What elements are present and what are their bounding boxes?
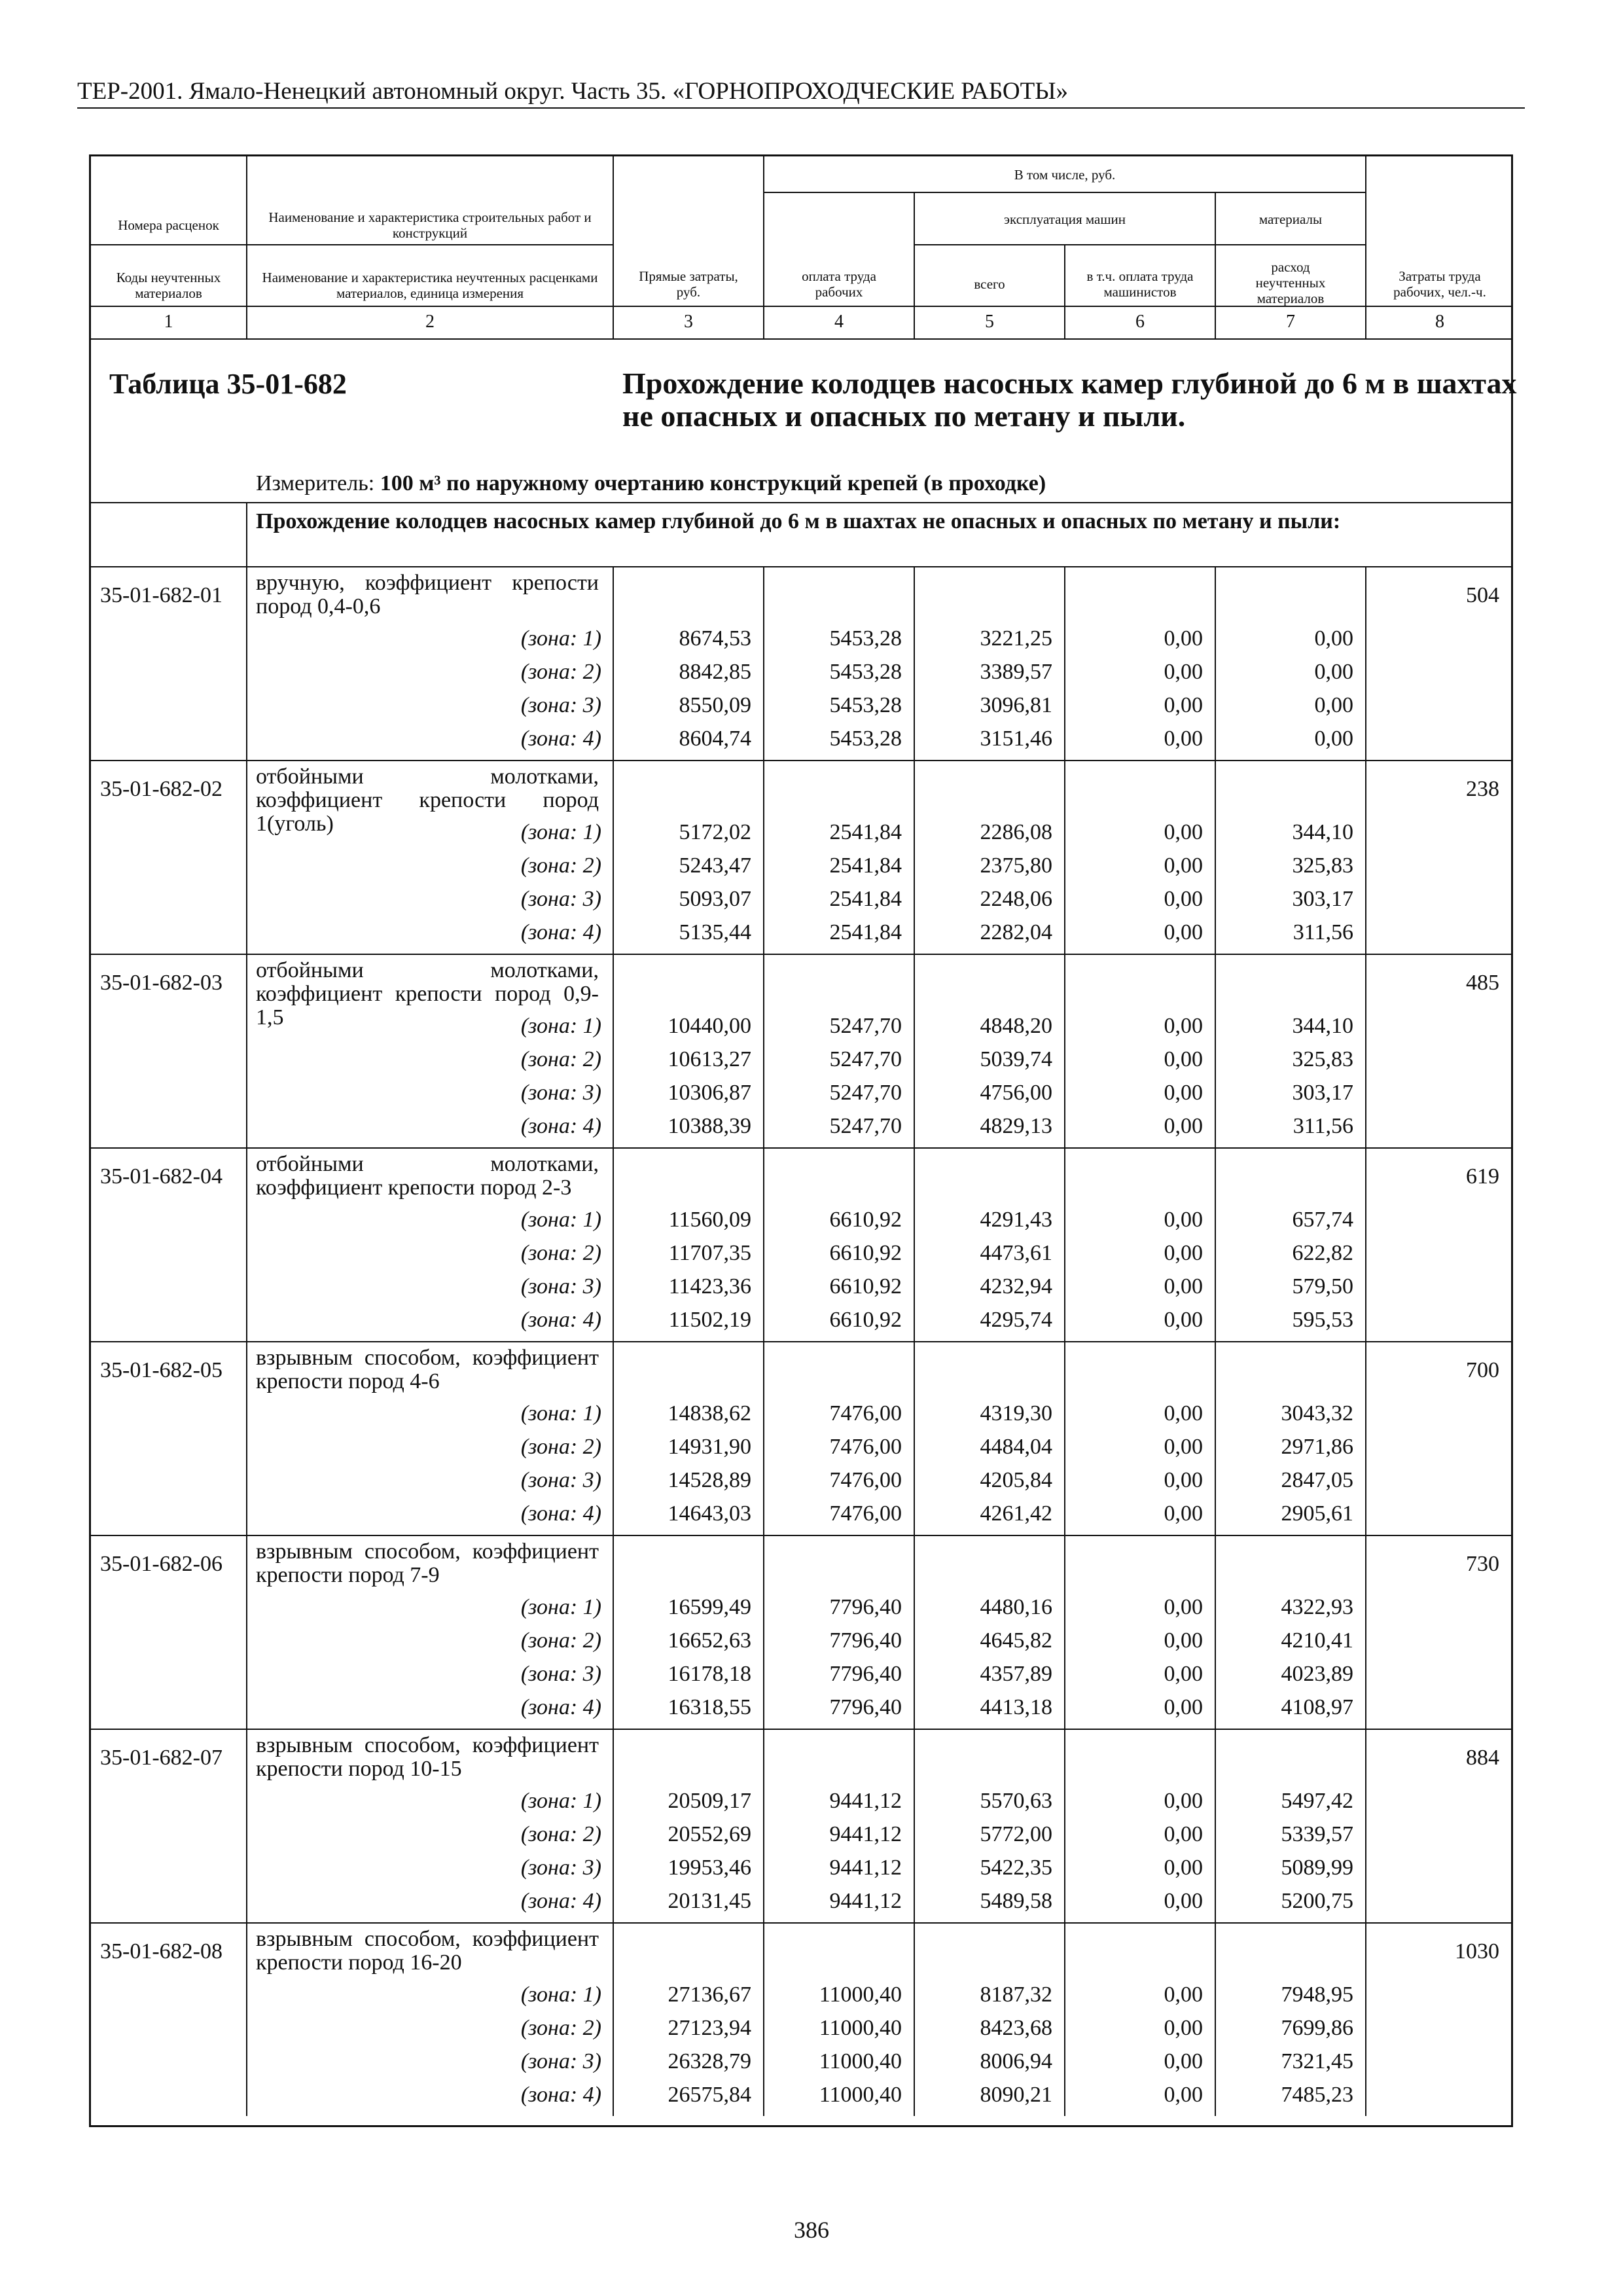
labor-pay: 6610,92 [829,1208,902,1232]
direct-costs: 16318,55 [668,1695,751,1719]
labor-pay: 11000,40 [819,2049,902,2073]
grid-line [91,338,1511,340]
materials-cost: 7699,86 [1281,2016,1353,2040]
running-header: ТЕР-2001. Ямало-Ненецкий автономный округ. Часть 35. «ГОРНОПРОХОДЧЕСКИЕ РАБОТЫ» [77,76,1525,109]
col-number-3: 3 [684,312,693,332]
rate-name: взрывным способом, коэффициент крепости пород 7-9 [256,1539,599,1587]
direct-costs: 19953,46 [668,1856,751,1880]
zone-label: (зона: 4) [520,920,601,944]
machines-cost: 5570,63 [980,1789,1052,1813]
materials-cost: 2905,61 [1281,1501,1353,1526]
machines-cost: 8423,68 [980,2016,1052,2040]
materials-cost: 4023,89 [1281,1662,1353,1686]
direct-costs: 14838,62 [668,1401,751,1426]
direct-costs: 14528,89 [668,1468,751,1492]
machinists-pay: 0,00 [1164,820,1203,844]
direct-costs: 16178,18 [668,1662,751,1686]
grid-line [91,306,1511,307]
machinists-pay: 0,00 [1164,1789,1203,1813]
labor-pay: 9441,12 [829,1789,902,1813]
zone-label: (зона: 3) [520,887,601,911]
machinists-pay: 0,00 [1164,887,1203,911]
machinists-pay: 0,00 [1164,660,1203,684]
machines-cost: 2248,06 [980,887,1052,911]
labor-pay: 5247,70 [829,1081,902,1105]
machinists-pay: 0,00 [1164,1595,1203,1619]
machinists-pay: 0,00 [1164,1081,1203,1105]
direct-costs: 11502,19 [668,1308,751,1332]
direct-costs: 11423,36 [668,1274,751,1299]
grid-line [91,760,1511,761]
machinists-pay: 0,00 [1164,1208,1203,1232]
rate-name: взрывным способом, коэффициент крепости пород 4-6 [256,1346,599,1393]
materials-cost: 657,74 [1292,1208,1353,1232]
labor-pay: 2541,84 [829,853,902,878]
zone-label: (зона: 3) [520,1856,601,1880]
labor-pay: 5453,28 [829,726,902,751]
grid-line [91,566,1511,567]
direct-costs: 5243,47 [679,853,751,878]
direct-costs: 20552,69 [668,1822,751,1846]
direct-costs: 8550,09 [679,693,751,717]
col-work-name: Наименование и характеристика строительных работ и конструкций [268,209,592,241]
machinists-pay: 0,00 [1164,1501,1203,1526]
direct-costs: 10306,87 [668,1081,751,1105]
zone-label: (зона: 2) [520,660,601,684]
labor-pay: 2541,84 [829,820,902,844]
machines-cost: 3221,25 [980,626,1052,651]
machinists-pay: 0,00 [1164,1889,1203,1913]
section-title: Прохождение колодцев насосных камер глубиной до 6 м в шахтах не опасных и опасных по метану и пыли: [256,509,1341,533]
machines-cost: 4484,04 [980,1435,1052,1459]
col-number-7: 7 [1286,312,1295,332]
labor-pay: 7476,00 [829,1501,902,1526]
grid-line [91,502,1511,503]
machinists-pay: 0,00 [1164,2049,1203,2073]
machines-cost: 8006,94 [980,2049,1052,2073]
table-description: Прохождение колодцев насосных камер глубиной до 6 м в шахтах не опасных и опасных по метану и пыли. [622,367,1517,433]
zone-label: (зона: 4) [520,1114,601,1138]
grid-line [246,156,247,338]
machines-cost: 4205,84 [980,1468,1052,1492]
meter-value: 100 м³ по наружному очертанию конструкций крепей (в проходке) [380,471,1046,495]
rate-code: 35-01-682-01 [100,583,223,607]
labor-costs: 730 [1466,1552,1499,1576]
zone-label: (зона: 1) [520,820,601,844]
direct-costs: 27123,94 [668,2016,751,2040]
materials-cost: 303,17 [1292,1081,1353,1105]
col-number-5: 5 [985,312,994,332]
labor-pay: 9441,12 [829,1889,902,1913]
zone-label: (зона: 1) [520,1208,601,1232]
machinists-pay: 0,00 [1164,726,1203,751]
machinists-pay: 0,00 [1164,1308,1203,1332]
machines-cost: 4357,89 [980,1662,1052,1686]
materials-cost: 3043,32 [1281,1401,1353,1426]
zone-label: (зона: 3) [520,693,601,717]
rates-table [89,154,1517,2127]
labor-pay: 5453,28 [829,626,902,651]
machinists-pay: 0,00 [1164,1662,1203,1686]
materials-cost: 2847,05 [1281,1468,1353,1492]
col-number-2: 2 [425,312,435,332]
direct-costs: 10613,27 [668,1047,751,1071]
machines-cost: 4645,82 [980,1628,1052,1653]
col-machines-total: всего [974,276,1005,292]
grid-line [246,244,613,245]
rate-name: вручную, коэффициент крепости пород 0,4-0,6 [256,571,599,619]
labor-pay: 7796,40 [829,1695,902,1719]
rate-name: взрывным способом, коэффициент крепости пород 10-15 [256,1733,599,1781]
materials-cost: 5497,42 [1281,1789,1353,1813]
labor-costs: 238 [1466,777,1499,801]
materials-cost: 5089,99 [1281,1856,1353,1880]
direct-costs: 14643,03 [668,1501,751,1526]
machinists-pay: 0,00 [1164,1047,1203,1071]
machines-cost: 8187,32 [980,1982,1052,2007]
meter-prefix: Измеритель: [256,471,380,495]
zone-label: (зона: 4) [520,1695,601,1719]
labor-costs: 485 [1466,971,1499,995]
materials-cost: 7948,95 [1281,1982,1353,2007]
zone-label: (зона: 1) [520,1595,601,1619]
col-machinists-pay: в т.ч. оплата труда машинистов [1086,268,1194,300]
labor-pay: 7796,40 [829,1595,902,1619]
zone-label: (зона: 1) [520,1014,601,1038]
direct-costs: 20131,45 [668,1889,751,1913]
machinists-pay: 0,00 [1164,1856,1203,1880]
zone-label: (зона: 2) [520,1822,601,1846]
machines-cost: 5772,00 [980,1822,1052,1846]
materials-cost: 595,53 [1292,1308,1353,1332]
materials-cost: 0,00 [1314,693,1353,717]
labor-pay: 9441,12 [829,1856,902,1880]
machines-cost: 2375,80 [980,853,1052,878]
grid-line [91,1922,1511,1924]
grid-line [613,156,614,338]
labor-pay: 7476,00 [829,1435,902,1459]
machinists-pay: 0,00 [1164,1982,1203,2007]
grid-line [1215,192,1216,338]
labor-costs: 700 [1466,1358,1499,1382]
zone-label: (зона: 4) [520,1501,601,1526]
rate-name: взрывным способом, коэффициент крепости пород 16-20 [256,1927,599,1975]
direct-costs: 26575,84 [668,2083,751,2107]
machines-cost: 4473,61 [980,1241,1052,1265]
grid-line [91,244,246,245]
col-labor-pay: оплата труда рабочих [802,268,876,300]
materials-cost: 4108,97 [1281,1695,1353,1719]
rate-name: отбойными молотками, коэффициент крепости пород 0,9-1,5 [256,958,599,1030]
direct-costs: 16599,49 [668,1595,751,1619]
machinists-pay: 0,00 [1164,2016,1203,2040]
materials-cost: 5339,57 [1281,1822,1353,1846]
zone-label: (зона: 3) [520,1081,601,1105]
machinists-pay: 0,00 [1164,853,1203,878]
machines-cost: 4848,20 [980,1014,1052,1038]
materials-cost: 0,00 [1314,626,1353,651]
zone-label: (зона: 2) [520,853,601,878]
rate-code: 35-01-682-03 [100,971,223,995]
materials-cost: 2971,86 [1281,1435,1353,1459]
labor-pay: 7476,00 [829,1468,902,1492]
col-materials-unaccounted: расход неучтенных материалов [1255,259,1326,306]
materials-cost: 344,10 [1292,1014,1353,1038]
labor-pay: 6610,92 [829,1241,902,1265]
table-meter [256,471,1046,496]
materials-cost: 325,83 [1292,1047,1353,1071]
machines-cost: 3151,46 [980,726,1052,751]
materials-cost: 579,50 [1292,1274,1353,1299]
materials-cost: 7321,45 [1281,2049,1353,2073]
grid-line [91,1535,1511,1536]
machinists-pay: 0,00 [1164,920,1203,944]
zone-label: (зона: 4) [520,726,601,751]
zone-label: (зона: 3) [520,1468,601,1492]
zone-label: (зона: 3) [520,2049,601,2073]
machinists-pay: 0,00 [1164,1468,1203,1492]
machinists-pay: 0,00 [1164,1114,1203,1138]
grid-line [763,192,1365,193]
labor-costs: 1030 [1455,1939,1499,1964]
direct-costs: 16652,63 [668,1628,751,1653]
machinists-pay: 0,00 [1164,1628,1203,1653]
col-number-1: 1 [164,312,173,332]
machines-cost: 5489,58 [980,1889,1052,1913]
materials-cost: 622,82 [1292,1241,1353,1265]
zone-label: (зона: 1) [520,1982,601,2007]
labor-costs: 504 [1466,583,1499,607]
grid-line [1064,244,1065,338]
labor-pay: 6610,92 [829,1274,902,1299]
machines-cost: 8090,21 [980,2083,1052,2107]
col-material-codes: Коды неучтенных материалов [116,270,221,301]
materials-cost: 325,83 [1292,853,1353,878]
col-machines: эксплуатация машин [1004,211,1126,227]
machines-cost: 2286,08 [980,820,1052,844]
grid-line [914,192,915,338]
direct-costs: 10388,39 [668,1114,751,1138]
direct-costs: 8674,53 [679,626,751,651]
labor-pay: 2541,84 [829,887,902,911]
col-number-6: 6 [1135,312,1145,332]
grid-line [91,1147,1511,1149]
labor-pay: 5247,70 [829,1047,902,1071]
labor-pay: 6610,92 [829,1308,902,1332]
direct-costs: 5135,44 [679,920,751,944]
machinists-pay: 0,00 [1164,1401,1203,1426]
machinists-pay: 0,00 [1164,1822,1203,1846]
zone-label: (зона: 2) [520,1628,601,1653]
zone-label: (зона: 1) [520,626,601,651]
rate-code: 35-01-682-07 [100,1746,223,1770]
machines-cost: 4413,18 [980,1695,1052,1719]
rate-code: 35-01-682-04 [100,1164,223,1189]
labor-pay: 11000,40 [819,2083,902,2107]
machines-cost: 4232,94 [980,1274,1052,1299]
machinists-pay: 0,00 [1164,626,1203,651]
machinists-pay: 0,00 [1164,2083,1203,2107]
zone-label: (зона: 2) [520,1241,601,1265]
direct-costs: 10440,00 [668,1014,751,1038]
materials-cost: 303,17 [1292,887,1353,911]
grid-line [914,244,1365,245]
page-number: 386 [794,2217,829,2243]
machines-cost: 3389,57 [980,660,1052,684]
machinists-pay: 0,00 [1164,1274,1203,1299]
machinists-pay: 0,00 [1164,1435,1203,1459]
labor-pay: 11000,40 [819,1982,902,2007]
rate-name: отбойными молотками, коэффициент крепости пород 1(уголь) [256,764,599,836]
zone-label: (зона: 4) [520,2083,601,2107]
direct-costs: 8604,74 [679,726,751,751]
labor-pay: 2541,84 [829,920,902,944]
labor-pay: 7796,40 [829,1628,902,1653]
direct-costs: 8842,85 [679,660,751,684]
zone-label: (зона: 2) [520,1047,601,1071]
labor-pay: 11000,40 [819,2016,902,2040]
machines-cost: 4319,30 [980,1401,1052,1426]
labor-pay: 5247,70 [829,1114,902,1138]
grid-line [91,1729,1511,1730]
zone-label: (зона: 2) [520,1435,601,1459]
materials-cost: 344,10 [1292,820,1353,844]
grid-line [763,156,764,338]
direct-costs: 14931,90 [668,1435,751,1459]
col-direct-costs: Прямые затраты, руб. [639,268,738,300]
col-materials: материалы [1258,211,1323,227]
machinists-pay: 0,00 [1164,1014,1203,1038]
materials-cost: 0,00 [1314,726,1353,751]
grid-line [91,954,1511,955]
zone-label: (зона: 2) [520,2016,601,2040]
labor-pay: 7796,40 [829,1662,902,1686]
materials-cost: 4210,41 [1281,1628,1353,1653]
grid-line [1365,156,1366,338]
rate-code: 35-01-682-02 [100,777,223,801]
grid-line [246,502,247,566]
machines-cost: 5422,35 [980,1856,1052,1880]
direct-costs: 5093,07 [679,887,751,911]
zone-label: (зона: 3) [520,1274,601,1299]
materials-cost: 4322,93 [1281,1595,1353,1619]
col-including: В том числе, руб. [1014,167,1116,183]
direct-costs: 5172,02 [679,820,751,844]
machines-cost: 5039,74 [980,1047,1052,1071]
labor-pay: 7476,00 [829,1401,902,1426]
machines-cost: 4291,43 [980,1208,1052,1232]
materials-cost: 0,00 [1314,660,1353,684]
direct-costs: 27136,67 [668,1982,751,2007]
materials-cost: 5200,75 [1281,1889,1353,1913]
grid-line [91,1341,1511,1342]
machines-cost: 4829,13 [980,1114,1052,1138]
labor-costs: 884 [1466,1746,1499,1770]
direct-costs: 26328,79 [668,2049,751,2073]
materials-cost: 7485,23 [1281,2083,1353,2107]
materials-cost: 311,56 [1293,920,1353,944]
machinists-pay: 0,00 [1164,693,1203,717]
machines-cost: 4480,16 [980,1595,1052,1619]
col-number-8: 8 [1435,312,1444,332]
rate-code: 35-01-682-08 [100,1939,223,1964]
machines-cost: 4756,00 [980,1081,1052,1105]
labor-pay: 9441,12 [829,1822,902,1846]
labor-pay: 5453,28 [829,660,902,684]
materials-cost: 311,56 [1293,1114,1353,1138]
col-material-name: Наименование и характеристика неучтенных расценками материалов, единица измерения [262,270,598,301]
machinists-pay: 0,00 [1164,1241,1203,1265]
machines-cost: 2282,04 [980,920,1052,944]
zone-label: (зона: 3) [520,1662,601,1686]
direct-costs: 11560,09 [668,1208,751,1232]
zone-label: (зона: 1) [520,1789,601,1813]
labor-pay: 5453,28 [829,693,902,717]
zone-label: (зона: 1) [520,1401,601,1426]
col-labor-costs: Затраты труда рабочих, чел.-ч. [1393,268,1486,300]
zone-label: (зона: 4) [520,1889,601,1913]
col-rate-numbers: Номера расценок [118,217,219,233]
machines-cost: 4295,74 [980,1308,1052,1332]
rate-code: 35-01-682-05 [100,1358,223,1382]
machines-cost: 4261,42 [980,1501,1052,1526]
rate-code: 35-01-682-06 [100,1552,223,1576]
direct-costs: 20509,17 [668,1789,751,1813]
labor-costs: 619 [1466,1164,1499,1189]
machinists-pay: 0,00 [1164,1695,1203,1719]
labor-pay: 5247,70 [829,1014,902,1038]
table-title: Таблица 35-01-682 [109,368,347,400]
direct-costs: 11707,35 [668,1241,751,1265]
col-number-4: 4 [834,312,844,332]
rate-name: отбойными молотками, коэффициент крепости пород 2-3 [256,1152,599,1200]
zone-label: (зона: 4) [520,1308,601,1332]
machines-cost: 3096,81 [980,693,1052,717]
